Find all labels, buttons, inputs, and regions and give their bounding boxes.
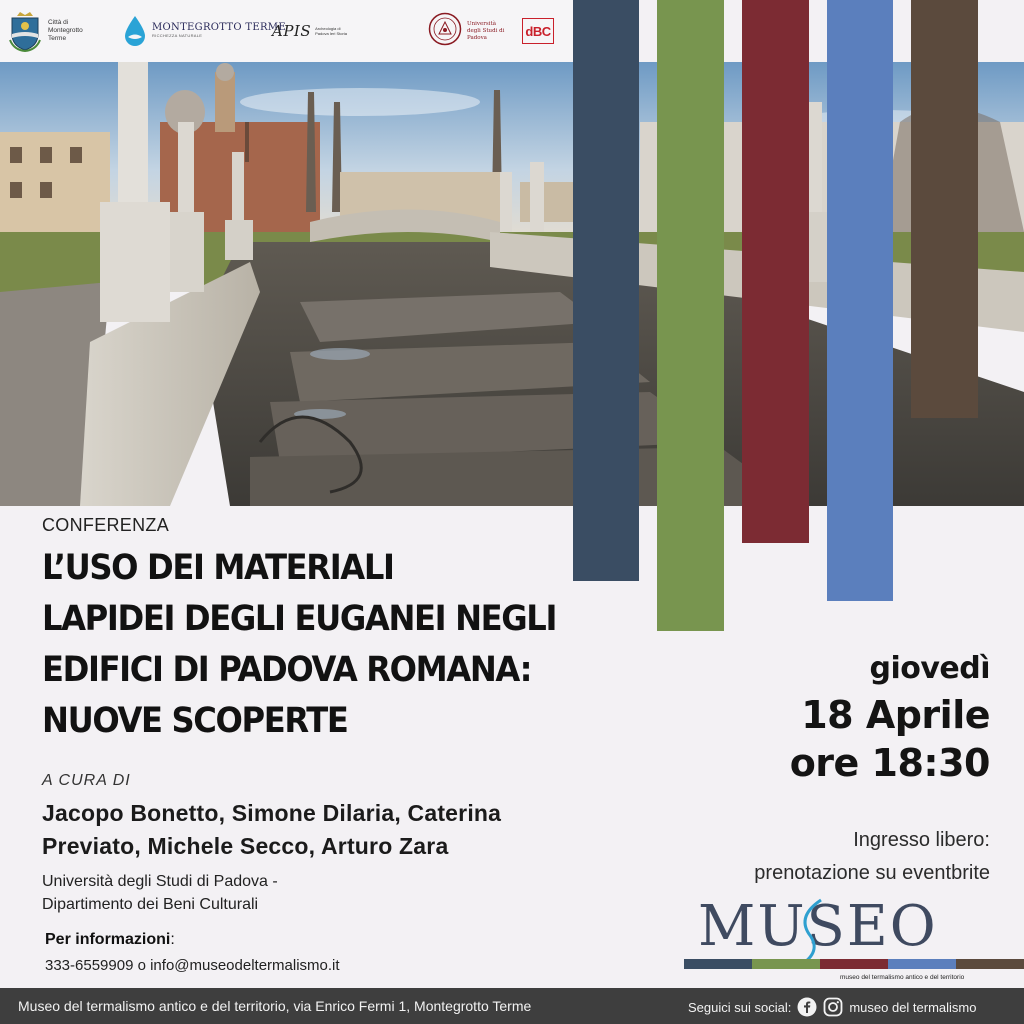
entry-line-2: prenotazione su eventbrite	[754, 862, 990, 884]
facebook-icon[interactable]	[797, 997, 817, 1017]
stripe-navy	[573, 0, 639, 581]
stripe-green	[657, 0, 724, 631]
city-logo	[8, 0, 100, 62]
stripe-red	[742, 0, 809, 543]
dbc-logo	[522, 0, 554, 62]
event-day: 18 Aprile	[801, 693, 990, 737]
affiliation	[42, 870, 278, 916]
partner-logos-strip	[0, 0, 575, 62]
footer-social	[688, 997, 976, 1017]
event-weekday: giovedì	[869, 651, 990, 686]
stripe-blue	[827, 0, 893, 601]
event-title	[42, 543, 612, 747]
authors	[42, 797, 501, 863]
entry-line-1: Ingresso libero:	[853, 829, 990, 851]
stripe-brown	[911, 0, 978, 418]
title-line: L’USO DEI MATERIALI	[42, 548, 394, 588]
water-drop-icon	[122, 15, 148, 47]
event-kicker: CONFERENZA	[42, 515, 170, 535]
apis-word: APIS	[272, 22, 312, 40]
montegrotto-logo	[122, 0, 286, 62]
title-line: NUOVE SCOPERTE	[42, 701, 348, 741]
footer-address: Museo del termalismo antico e del territorio, via Enrico Fermi 1, Montegrotto Terme	[18, 998, 532, 1014]
footer-bar	[0, 988, 1024, 1024]
city-crest-icon	[8, 10, 42, 52]
info-label-text: Per informazioni	[45, 931, 171, 948]
museo-logo	[684, 894, 1024, 986]
title-line: LAPIDEI DEGLI EUGANEI NEGLI	[42, 599, 557, 639]
event-time: ore 18:30	[789, 741, 990, 785]
info-label	[45, 931, 175, 949]
social-label: Seguici sui social:	[688, 999, 792, 1015]
dbc-mark: dBC	[522, 18, 554, 44]
apis-subtitle: Archeologia di Padova Ieri Storia	[315, 26, 347, 36]
museo-subtitle: museo del termalismo antico e del territorio	[840, 974, 965, 981]
affiliation-line: Dipartimento dei Beni Culturali	[42, 896, 259, 913]
title-line: EDIFICI DI PADOVA ROMANA:	[42, 650, 532, 690]
unipd-name: Università degli Studi di Padova	[467, 20, 505, 41]
info-contacts: 333-6559909 o info@museodeltermalismo.it	[45, 957, 340, 974]
event-date	[790, 647, 990, 787]
authors-line: Jacopo Bonetto, Simone Dilaria, Caterina	[42, 800, 502, 826]
info-colon: :	[170, 931, 175, 948]
museo-wave-icon	[779, 896, 839, 968]
montegrotto-subtitle: RICCHEZZA NATURALE	[152, 33, 203, 38]
entry-info	[754, 824, 990, 890]
montegrotto-name-text: MONTEGROTTO TERME	[152, 22, 286, 33]
unipd-logo	[428, 0, 509, 62]
instagram-icon[interactable]	[823, 997, 843, 1017]
apis-logo	[272, 0, 349, 62]
museo-color-bar	[684, 959, 1024, 969]
authors-line: Previato, Michele Secco, Arturo Zara	[42, 833, 449, 859]
city-label: Città di Montegrotto Terme	[48, 19, 83, 42]
social-handle[interactable]: museo del termalismo	[849, 999, 977, 1015]
museo-wordmark: MUSEO	[698, 894, 938, 959]
affiliation-line: Università degli Studi di Padova -	[42, 873, 278, 890]
unipd-seal-icon	[428, 12, 462, 51]
curated-by-label: A CURA DI	[42, 772, 131, 789]
montegrotto-name	[152, 23, 286, 39]
